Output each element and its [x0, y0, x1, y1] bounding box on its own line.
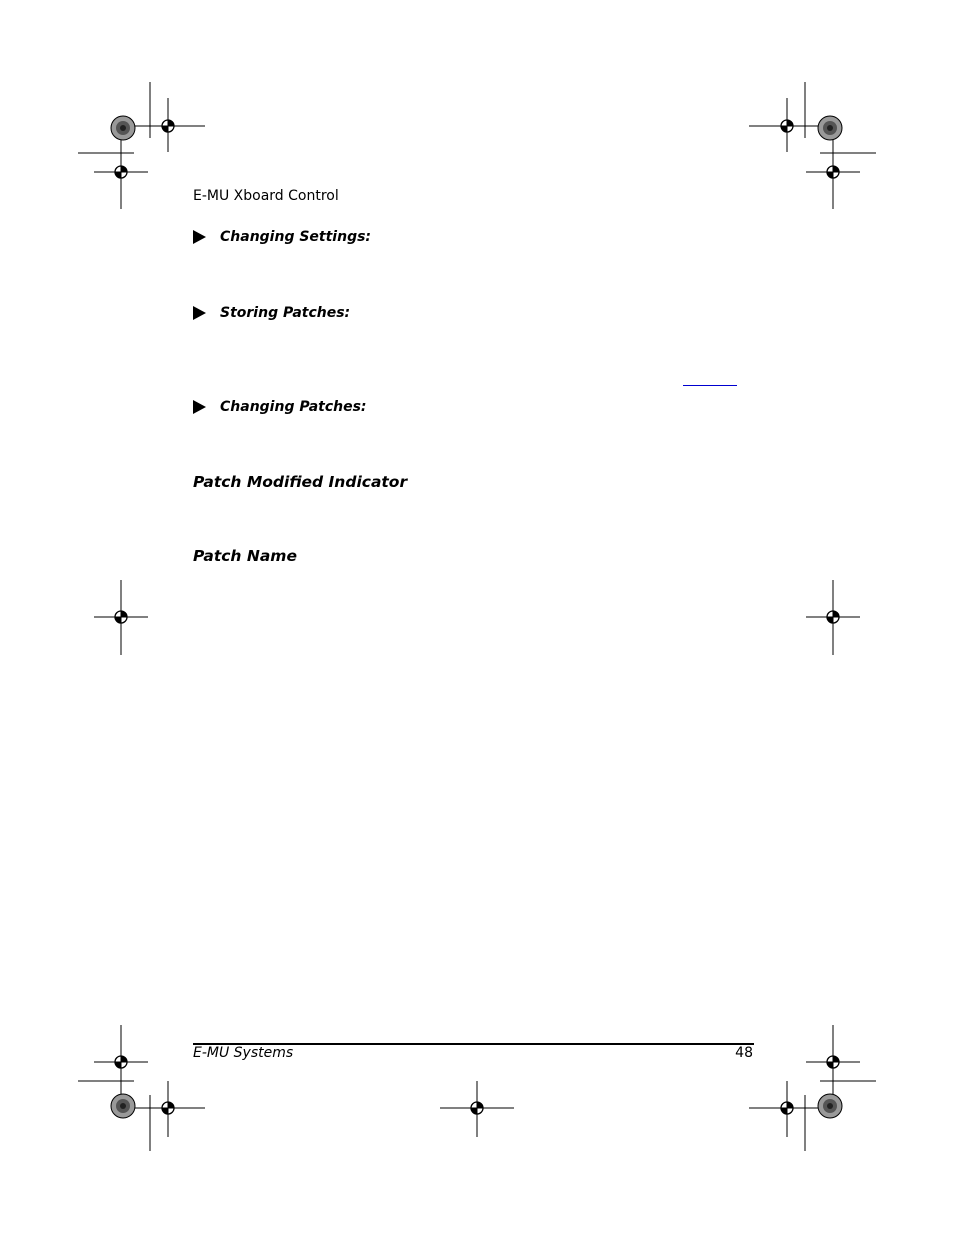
step-label: Storing Patches:: [220, 305, 351, 321]
step-label: Changing Settings:: [220, 229, 372, 245]
step-label: Changing Patches:: [220, 399, 367, 415]
running-header: E-MU Xboard Control: [193, 188, 339, 204]
page-number: 48: [735, 1045, 753, 1061]
footer-publisher: E-MU Systems: [193, 1045, 294, 1061]
section-heading-patch-name: Patch Name: [193, 547, 297, 565]
section-heading-patch-modified-indicator: Patch Modified Indicator: [193, 473, 408, 491]
